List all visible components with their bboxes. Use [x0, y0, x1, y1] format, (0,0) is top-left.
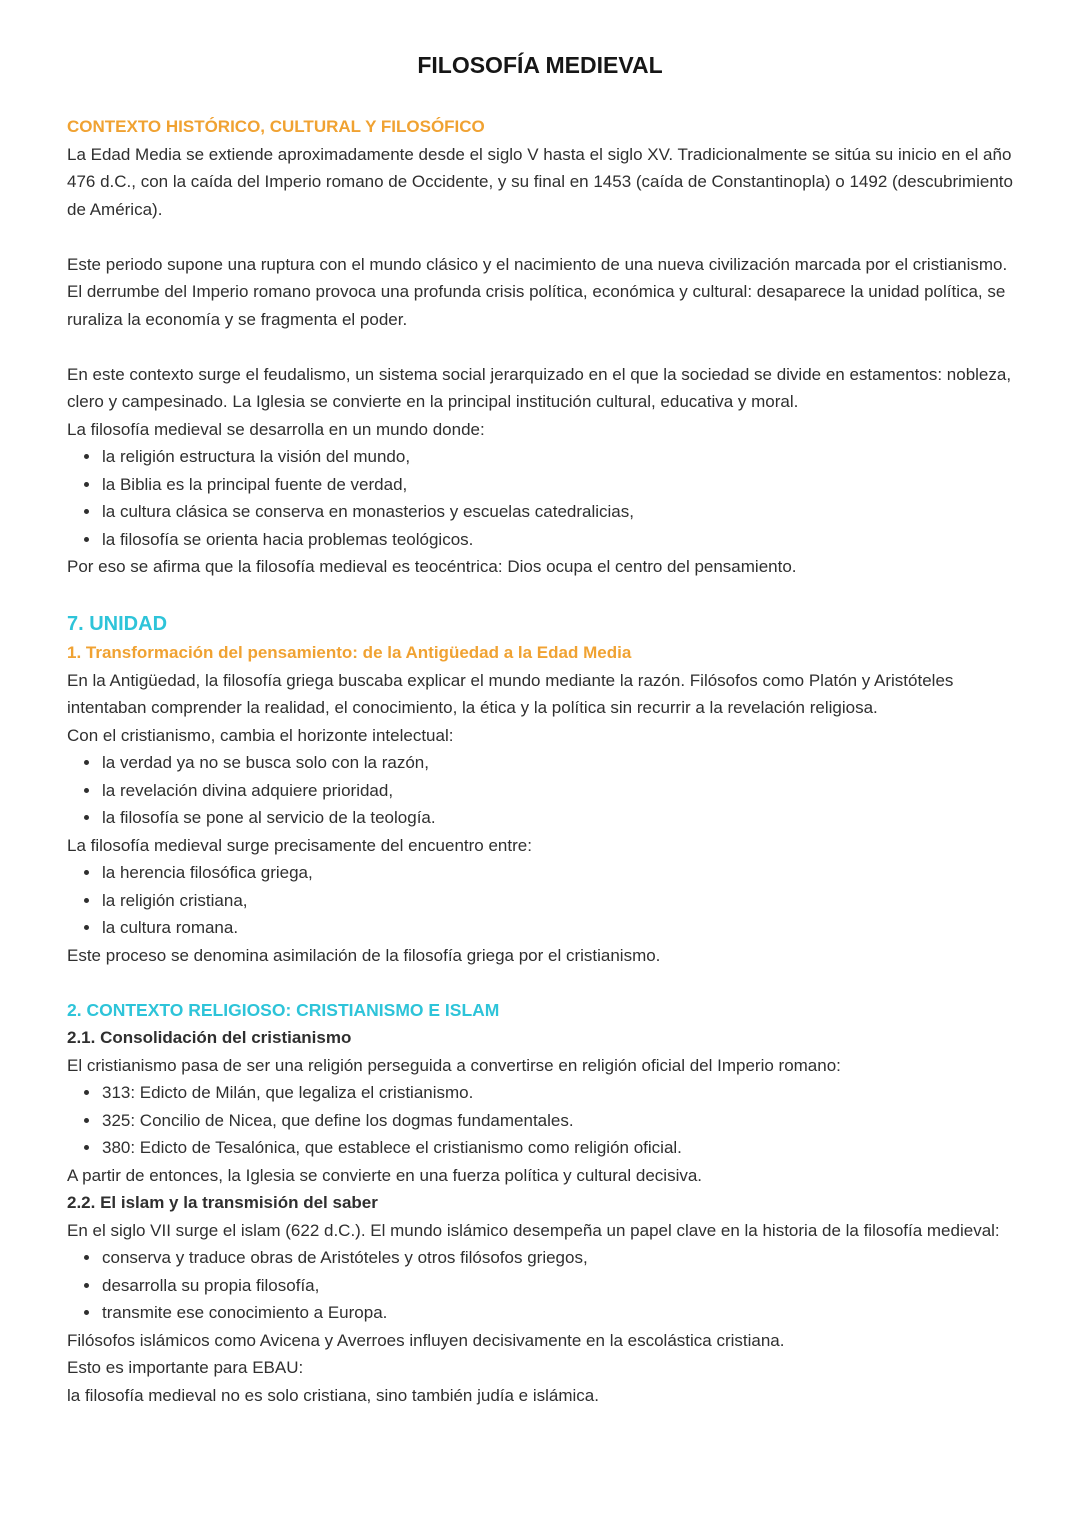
paragraph: Filósofos islámicos como Avicena y Averroes influyen decisivamente en la escolástica cristiana.: [67, 1330, 785, 1350]
bullet-item: • la filosofía se pone al servicio de la teología.: [101, 804, 1013, 832]
bullet-item: • 325: Concilio de Nicea, que define los dogmas fundamentales.: [101, 1107, 1013, 1135]
blank-line: [67, 581, 1013, 609]
blank-line: [67, 223, 1013, 251]
bullet-item: • 313: Edicto de Milán, que legaliza el cristianismo.: [101, 1079, 1013, 1107]
paragraph: Por eso se afirma que la filosofía medieval es teocéntrica: Dios ocupa el centro del pensamiento.: [67, 557, 797, 576]
paragraph: La filosofía medieval surge precisamente del encuentro entre:: [67, 835, 532, 855]
bullet-list: [67, 749, 1013, 832]
document-content: [67, 113, 1013, 1409]
bullet-item: • desarrolla su propia filosofía,: [101, 1272, 1013, 1300]
paragraph: A partir de entonces, la Iglesia se convierte en una fuerza política y cultural decisiva.: [67, 1165, 703, 1185]
bullet-item: • la cultura romana.: [101, 914, 1013, 942]
bullet-item: • la verdad ya no se busca solo con la razón,: [101, 749, 1013, 777]
orange-section-heading: 1. Transformación del pensamiento: de la Antigüedad a la Edad Media: [67, 643, 632, 662]
bullet-item: • la religión estructura la visión del mundo,: [101, 443, 1013, 471]
bullet-item: • la revelación divina adquiere prioridad,: [101, 777, 1013, 805]
paragraph: La filosofía medieval se desarrolla en un mundo donde:: [67, 419, 485, 439]
paragraph: La Edad Media se extiende aproximadamente desde el siglo V hasta el siglo XV. Tradicionalmente se sitúa su inicio en el año 476 d.C., con la caída del Imperio romano de Occidente, y su final en 1453 (caída de Constantinopla) o 1492 (descubrimiento de América).: [67, 144, 1013, 219]
blank-line: [67, 333, 1013, 361]
bullet-item: • la filosofía se orienta hacia problemas teológicos.: [101, 526, 1013, 554]
paragraph: En el siglo VII surge el islam (622 d.C.). El mundo islámico desempeña un papel clave en la historia de la filosofía medieval:: [67, 1220, 1000, 1240]
unit-heading: 7. UNIDAD: [67, 613, 168, 635]
bullet-list: [67, 1244, 1013, 1327]
blank-line: [67, 969, 1013, 997]
paragraph: Este periodo supone una ruptura con el mundo clásico y el nacimiento de una nueva civilización marcada por el cristianismo. El derrumbe del Imperio romano provoca una profunda crisis política, económica y cultural: desaparece la unidad política, se ruraliza la economía y se fragmenta el poder.: [67, 254, 1008, 329]
paragraph: Este proceso se denomina asimilación de la filosofía griega por el cristianismo.: [67, 945, 661, 965]
bullet-item: • 380: Edicto de Tesalónica, que establece el cristianismo como religión oficial.: [101, 1134, 1013, 1162]
bullet-item: • la herencia filosófica griega,: [101, 859, 1013, 887]
paragraph: la filosofía medieval no es solo cristiana, sino también judía e islámica.: [67, 1385, 599, 1405]
page-title: FILOSOFÍA MEDIEVAL: [417, 52, 663, 78]
paragraph: En la Antigüedad, la filosofía griega buscaba explicar el mundo mediante la razón. Filósofos como Platón y Aristóteles intentaban comprender la realidad, el conocimiento, la ética y la política sin recurrir a la revelación religiosa.: [67, 670, 954, 717]
bold-subheading: 2.2. El islam y la transmisión del saber: [67, 1193, 378, 1212]
bullet-list: [67, 1079, 1013, 1162]
orange-section-heading: CONTEXTO HISTÓRICO, CULTURAL Y FILOSÓFICO: [67, 117, 485, 136]
bullet-item: • la Biblia es la principal fuente de verdad,: [101, 471, 1013, 499]
paragraph: Con el cristianismo, cambia el horizonte intelectual:: [67, 725, 454, 745]
cyan-section-heading: 2. CONTEXTO RELIGIOSO: CRISTIANISMO E ISLAM: [67, 999, 500, 1020]
bullet-list: [67, 443, 1013, 553]
paragraph: En este contexto surge el feudalismo, un sistema social jerarquizado en el que la sociedad se divide en estamentos: nobleza, clero y campesinado. La Iglesia se convierte en la principal institución cultural, educativa y moral.: [67, 364, 1012, 411]
bold-subheading: 2.1. Consolidación del cristianismo: [67, 1028, 352, 1047]
bullet-item: • la cultura clásica se conserva en monasterios y escuelas catedralicias,: [101, 498, 1013, 526]
bullet-item: • transmite ese conocimiento a Europa.: [101, 1299, 1013, 1327]
bullet-item: • conserva y traduce obras de Aristóteles y otros filósofos griegos,: [101, 1244, 1013, 1272]
bullet-item: • la religión cristiana,: [101, 887, 1013, 915]
bullet-list: [67, 859, 1013, 942]
paragraph: El cristianismo pasa de ser una religión perseguida a convertirse en religión oficial del Imperio romano:: [67, 1055, 841, 1075]
paragraph: Esto es importante para EBAU:: [67, 1358, 304, 1377]
